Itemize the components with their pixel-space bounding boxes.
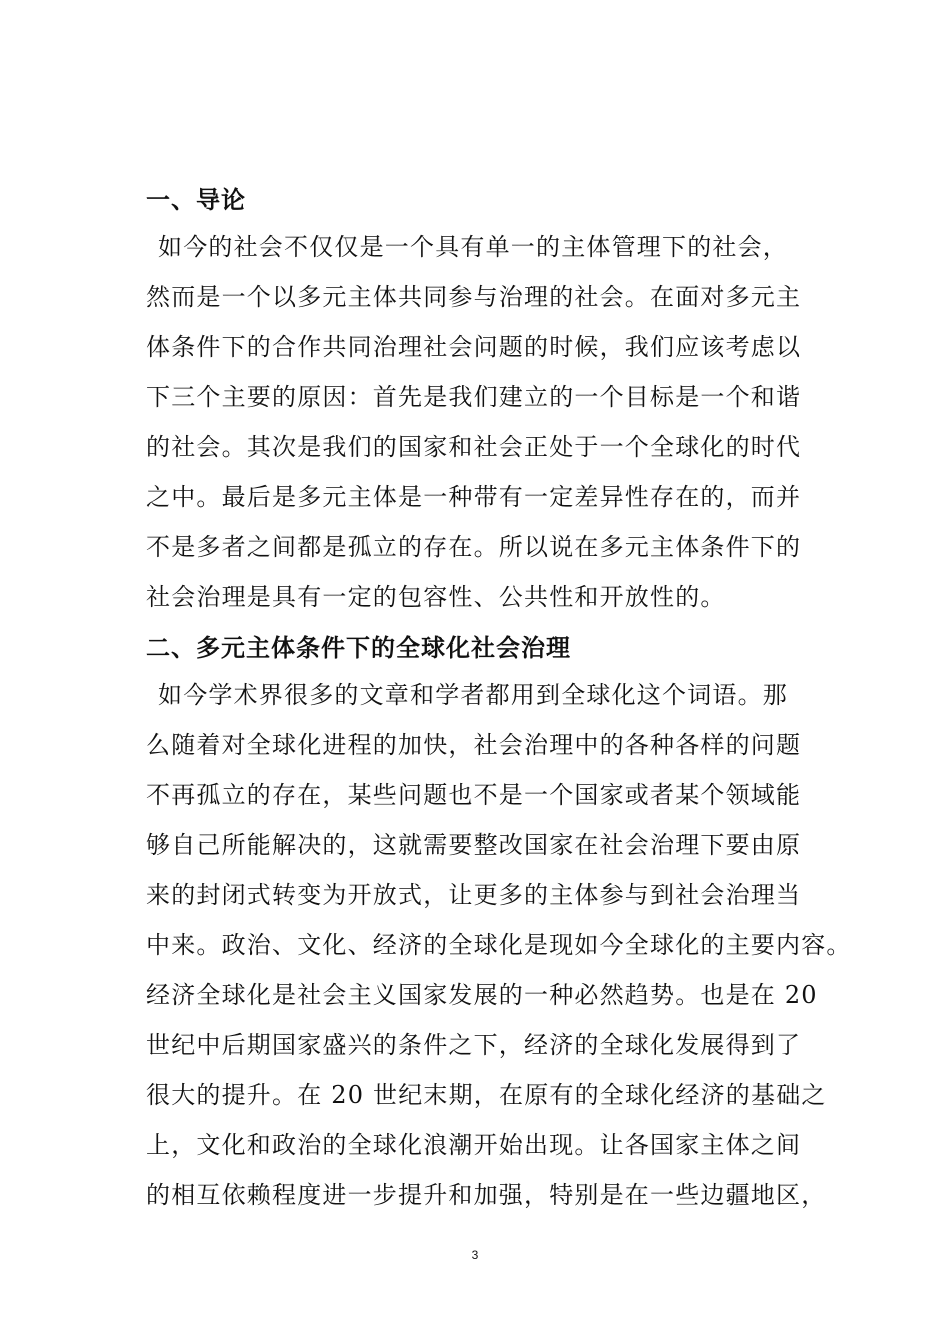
paragraph-line: 然而是一个以多元主体共同参与治理的社会。在面对多元主 bbox=[146, 283, 802, 311]
paragraph-line: 世纪中后期国家盛兴的条件之下，经济的全球化发展得到了 bbox=[146, 1031, 802, 1059]
paragraph-line: 体条件下的合作共同治理社会问题的时候，我们应该考虑以 bbox=[146, 333, 802, 361]
section-heading-introduction: 一、导论 bbox=[146, 186, 246, 214]
paragraph-line: 的社会。其次是我们的国家和社会正处于一个全球化的时代 bbox=[146, 433, 802, 461]
paragraph-line: 之中。最后是多元主体是一种带有一定差异性存在的，而并 bbox=[146, 483, 802, 511]
paragraph-line: 不再孤立的存在，某些问题也不是一个国家或者某个领域能 bbox=[146, 781, 802, 809]
paragraph-line: 不是多者之间都是孤立的存在。所以说在多元主体条件下的 bbox=[146, 533, 802, 561]
document-body bbox=[146, 178, 852, 1220]
paragraph-line: 中来。政治、文化、经济的全球化是现如今全球化的主要内容。 bbox=[146, 931, 852, 959]
section-heading-globalization: 二、多元主体条件下的全球化社会治理 bbox=[146, 634, 571, 662]
paragraph-line: 下三个主要的原因：首先是我们建立的一个目标是一个和谐 bbox=[146, 383, 802, 411]
paragraph-introduction bbox=[146, 222, 811, 622]
paragraph-line: 如今学术界很多的文章和学者都用到全球化这个词语。那 bbox=[158, 681, 788, 709]
paragraph-line: 经济全球化是社会主义国家发展的一种必然趋势。也是在 20 bbox=[146, 981, 818, 1009]
page-number: 3 bbox=[471, 1248, 479, 1262]
paragraph-line: 够自己所能解决的，这就需要整改国家在社会治理下要由原 bbox=[146, 831, 802, 859]
paragraph-line: 么随着对全球化进程的加快，社会治理中的各种各样的问题 bbox=[146, 731, 802, 759]
paragraph-line: 社会治理是具有一定的包容性、公共性和开放性的。 bbox=[146, 583, 726, 611]
paragraph-globalization bbox=[146, 670, 852, 1220]
paragraph-line: 很大的提升。在 20 世纪末期，在原有的全球化经济的基础之 bbox=[146, 1081, 827, 1109]
paragraph-line: 的相互依赖程度进一步提升和加强，特别是在一些边疆地区， bbox=[146, 1181, 827, 1209]
paragraph-line: 来的封闭式转变为开放式，让更多的主体参与到社会治理当 bbox=[146, 881, 802, 909]
paragraph-line: 上，文化和政治的全球化浪潮开始出现。让各国家主体之间 bbox=[146, 1131, 802, 1159]
paragraph-line: 如今的社会不仅仅是一个具有单一的主体管理下的社会， bbox=[158, 233, 788, 261]
